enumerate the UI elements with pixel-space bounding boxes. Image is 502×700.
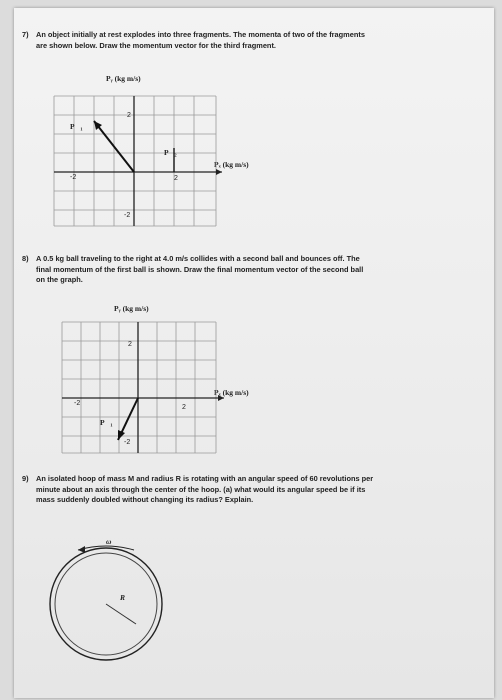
question-8-text-line3: on the graph. <box>36 275 83 284</box>
question-9-text-line2: minute about an axis through the center of the hoop. (a) what would its angular speed be if its <box>36 484 366 494</box>
question-9-number: 9) <box>22 474 29 483</box>
q7-tick-y-neg: -2 <box>124 212 131 219</box>
question-7 <box>22 30 476 51</box>
q8-vector-p1-label: P⃗₁ <box>100 418 113 427</box>
q7-grid <box>54 96 216 226</box>
q7-tick-y-pos: 2 <box>127 112 131 119</box>
q8-tick-y-neg: -2 <box>124 439 131 446</box>
q8-tick-y-pos: 2 <box>128 341 132 348</box>
q7-x-axis-label: Pₓ (kg m/s) <box>214 160 249 169</box>
q7-x-axis-arrowhead <box>216 169 222 175</box>
question-7-text-line2: are shown below. Draw the momentum vector for the third fragment. <box>36 40 276 50</box>
question-8-text-line2: final momentum of the first ball is shown. Draw the final momentum vector of the second ball <box>36 264 364 274</box>
question-9 <box>22 474 476 506</box>
question-9-text-line3: mass suddenly doubled without changing its radius? Explain. <box>36 495 254 504</box>
q8-grid <box>62 322 216 453</box>
question-9-text-line1: An isolated hoop of mass M and radius R is rotating with an angular speed of 60 revolutions per <box>36 474 374 483</box>
q8-tick-x-pos: 2 <box>182 404 186 411</box>
question-7-text-line1: An object initially at rest explodes into three fragments. The momenta of two of the fragments <box>36 30 365 39</box>
question-8-number: 8) <box>22 254 29 263</box>
q9-omega-label: ω <box>106 537 112 546</box>
q8-x-axis-label: Pₓ (kg m/s) <box>214 388 249 397</box>
q8-momentum-graph <box>54 316 226 458</box>
q8-y-axis-label: Pᵧ (kg m/s) <box>114 304 149 313</box>
q9-hoop-diagram <box>38 536 178 666</box>
question-8-text-line1: A 0.5 kg ball traveling to the right at 4.0 m/s collides with a second ball and bounces off. The <box>36 254 360 263</box>
q7-y-axis-label: Pᵧ (kg m/s) <box>106 74 141 83</box>
q7-vector-p2-label: P⃗₂ <box>164 148 177 157</box>
q8-x-axis-arrowhead <box>218 395 224 401</box>
q8-tick-x-neg: -2 <box>74 400 81 407</box>
q7-momentum-graph <box>44 88 224 233</box>
rotation-arrowhead <box>78 546 85 553</box>
question-7-number: 7) <box>22 30 29 39</box>
question-8 <box>22 254 476 286</box>
q7-tick-x-pos: 2 <box>174 175 178 182</box>
radius-line <box>106 604 136 624</box>
q7-tick-x-neg: -2 <box>70 174 77 181</box>
q7-vector-p1-label: P⃗₁ <box>70 122 83 131</box>
q9-radius-label: R <box>120 593 126 602</box>
worksheet-page <box>14 8 494 698</box>
